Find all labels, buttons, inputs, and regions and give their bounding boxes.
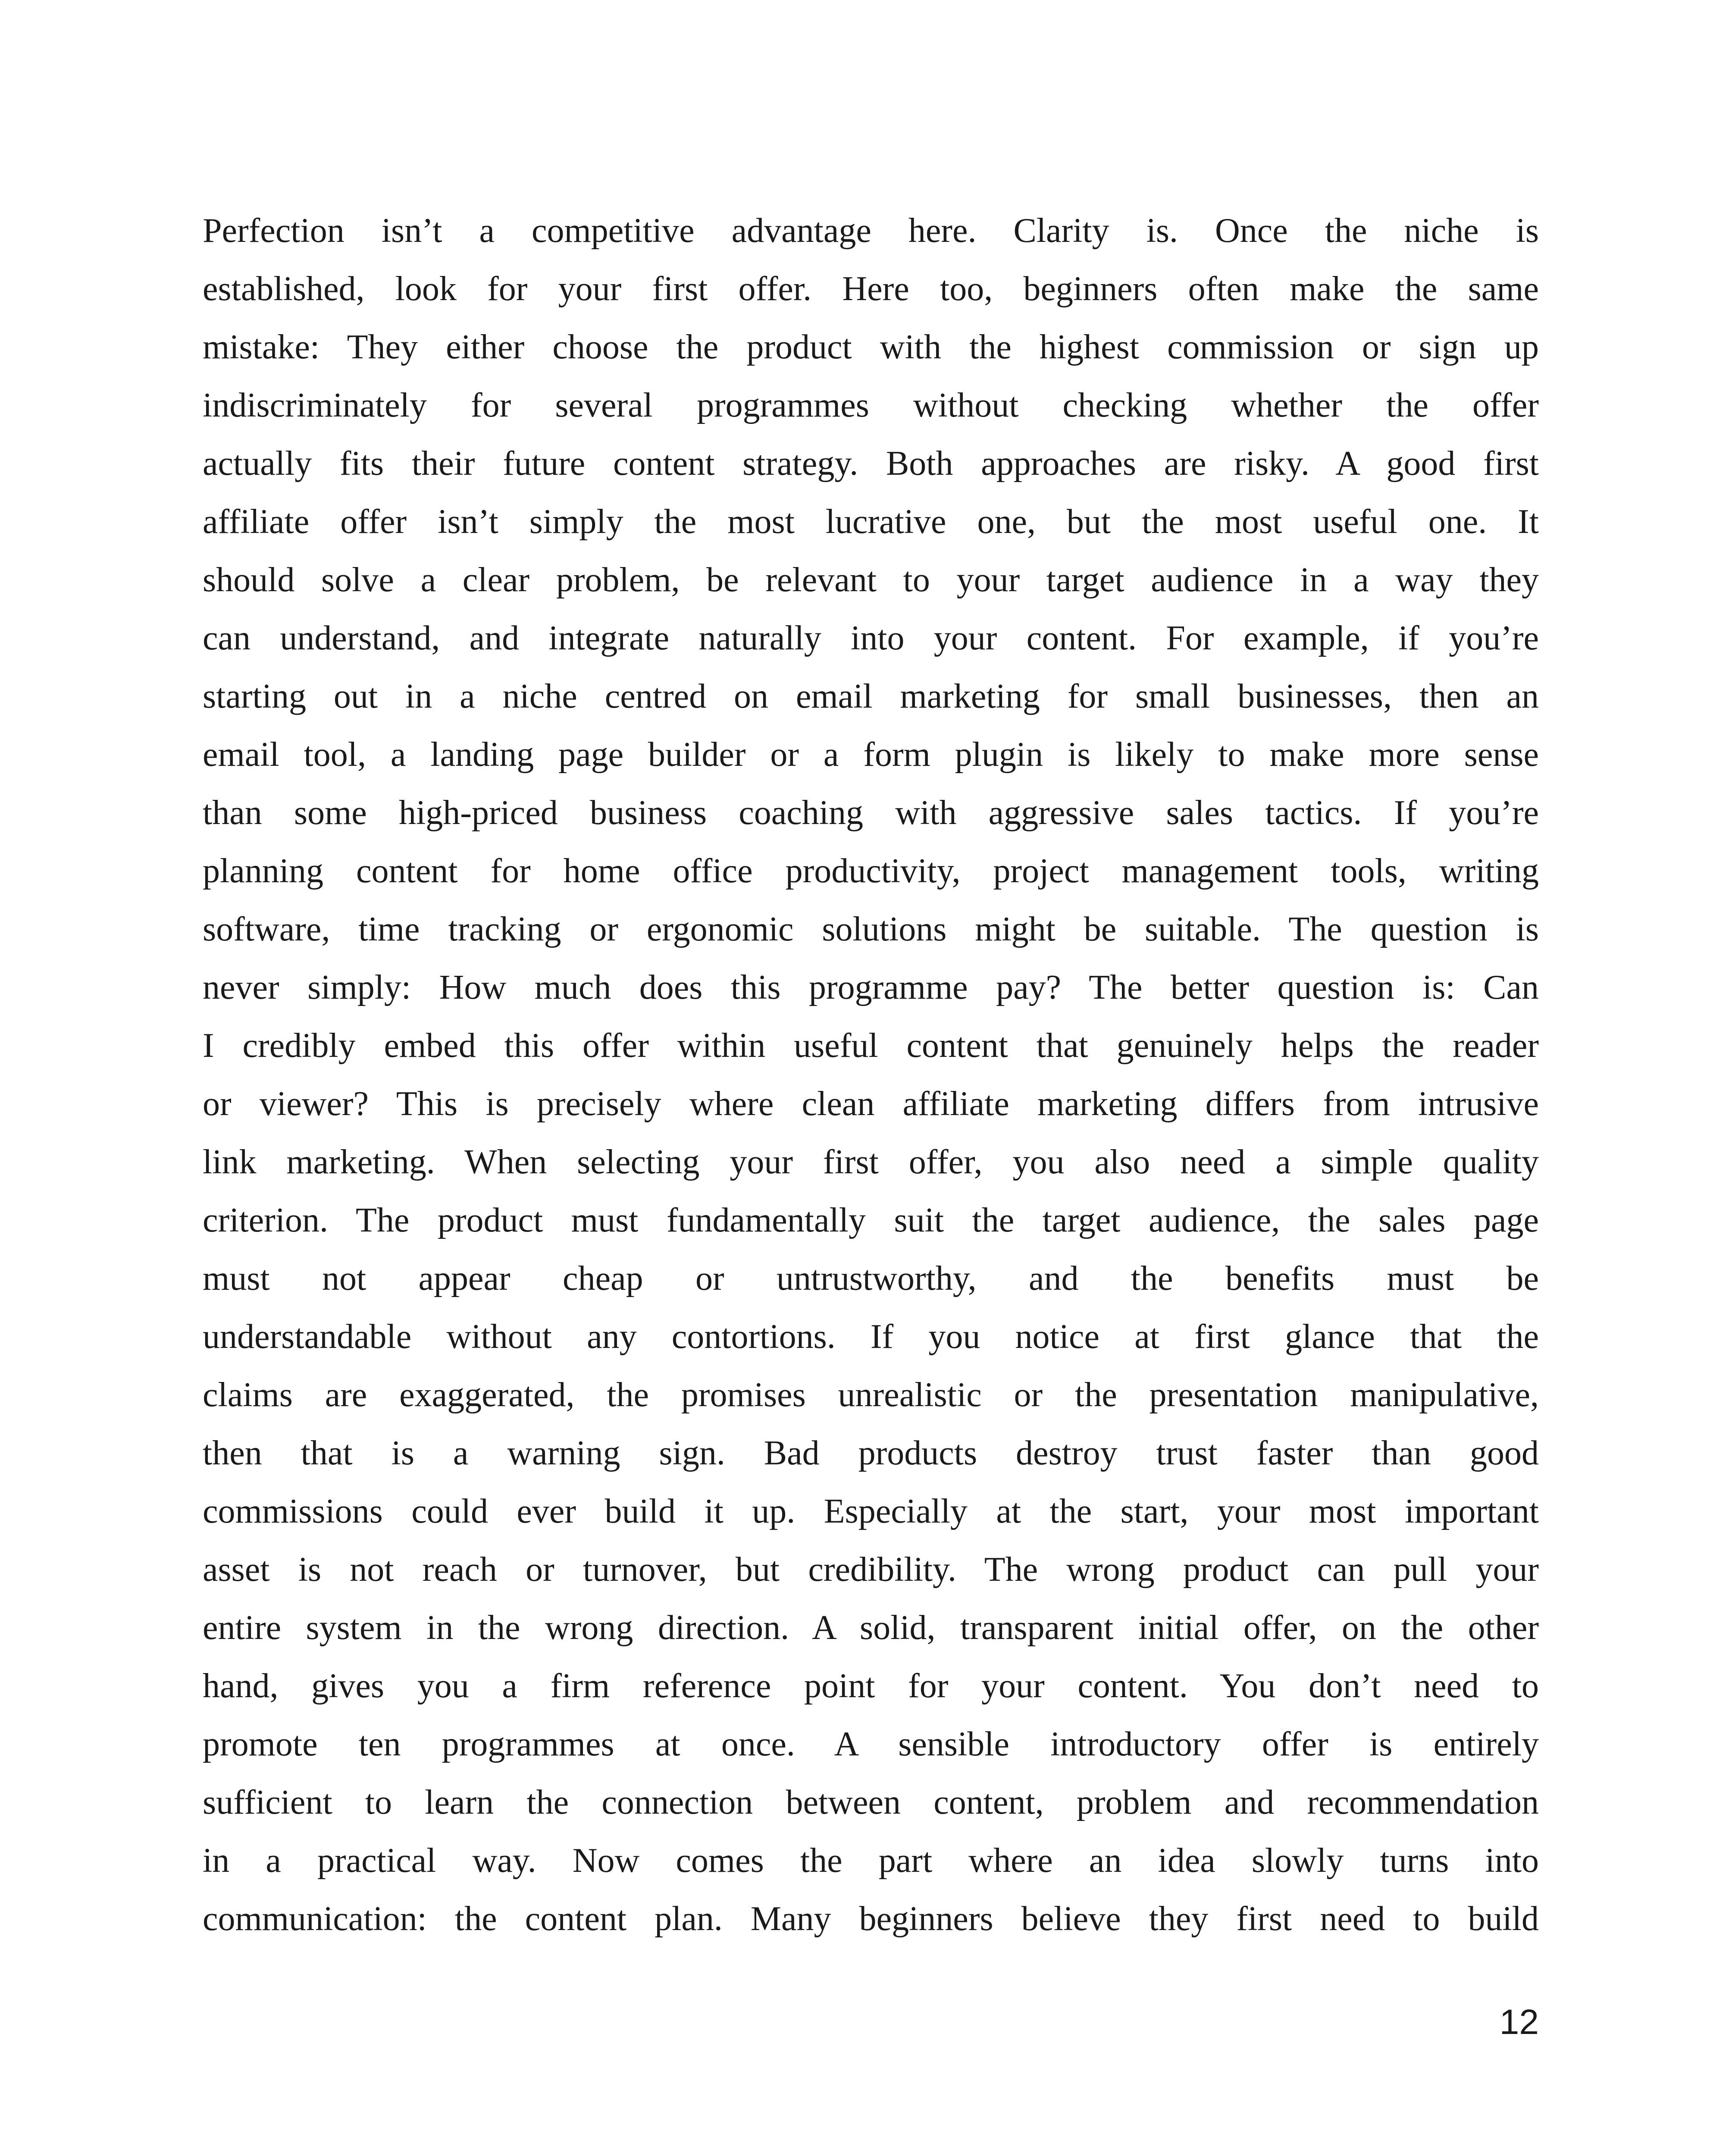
text-line-19: must not appear cheap or untrustworthy, and the benefits must be (203, 1260, 1539, 1297)
page-number: 12 (1499, 2002, 1539, 2042)
text-line-6: affiliate offer isn’t simply the most lucrative one, but the most useful one. It (203, 503, 1539, 541)
text-line-3: mistake: They either choose the product with the highest commission or sign up (203, 328, 1539, 366)
text-line-17: link marketing. When selecting your first offer, you also need a simple quality (203, 1143, 1539, 1181)
text-line-7: should solve a clear problem, be relevant to your target audience in a way they (203, 561, 1539, 599)
text-line-30: communication: the content plan. Many beginners believe they first need to build (203, 1900, 1539, 1938)
text-line-16: or viewer? This is precisely where clean affiliate marketing differs from intrusive (203, 1085, 1539, 1123)
text-line-27: promote ten programmes at once. A sensible introductory offer is entirely (203, 1725, 1539, 1763)
text-line-21: claims are exaggerated, the promises unrealistic or the presentation manipulative, (203, 1376, 1539, 1414)
text-line-22: then that is a warning sign. Bad products destroy trust faster than good (203, 1434, 1539, 1472)
text-line-4: indiscriminately for several programmes without checking whether the offer (203, 386, 1539, 424)
text-line-9: starting out in a niche centred on email marketing for small businesses, then an (203, 677, 1539, 715)
body-paragraph (203, 202, 1539, 1948)
text-line-12: planning content for home office productivity, project management tools, writing (203, 852, 1539, 890)
text-line-23: commissions could ever build it up. Especially at the start, your most important (203, 1492, 1539, 1530)
text-line-13: software, time tracking or ergonomic solutions might be suitable. The question is (203, 910, 1539, 948)
text-line-25: entire system in the wrong direction. A solid, transparent initial offer, on the other (203, 1609, 1539, 1647)
text-line-20: understandable without any contortions. If you notice at first glance that the (203, 1318, 1539, 1356)
text-line-8: can understand, and integrate naturally into your content. For example, if you’re (203, 619, 1539, 657)
text-line-26: hand, gives you a firm reference point for your content. You don’t need to (203, 1667, 1539, 1705)
text-line-14: never simply: How much does this programme pay? The better question is: Can (203, 968, 1539, 1006)
text-line-5: actually fits their future content strategy. Both approaches are risky. A good first (203, 445, 1539, 483)
text-line-1: Perfection isn’t a competitive advantage here. Clarity is. Once the niche is (203, 212, 1539, 250)
text-line-18: criterion. The product must fundamentally suit the target audience, the sales page (203, 1201, 1539, 1239)
text-line-15: I credibly embed this offer within useful content that genuinely helps the reader (203, 1027, 1539, 1065)
text-line-10: email tool, a landing page builder or a form plugin is likely to make more sense (203, 736, 1539, 774)
text-line-28: sufficient to learn the connection between content, problem and recommendation (203, 1783, 1539, 1821)
text-line-29: in a practical way. Now comes the part where an idea slowly turns into (203, 1842, 1539, 1880)
text-line-2: established, look for your first offer. Here too, beginners often make the same (203, 270, 1539, 308)
text-line-11: than some high-priced business coaching with aggressive sales tactics. If you’re (203, 794, 1539, 832)
text-line-24: asset is not reach or turnover, but credibility. The wrong product can pull your (203, 1551, 1539, 1589)
